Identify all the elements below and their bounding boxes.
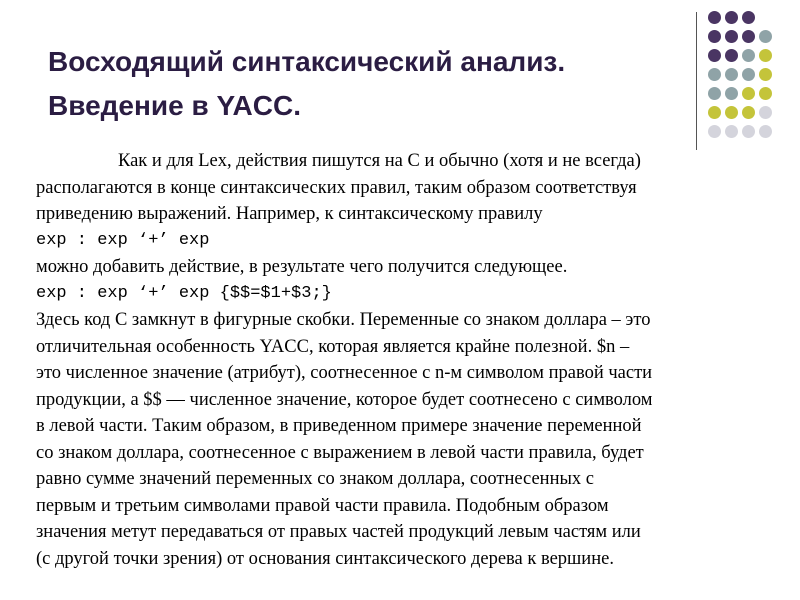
decor-dot bbox=[759, 87, 772, 100]
decor-dot bbox=[742, 87, 755, 100]
decor-dot bbox=[759, 30, 772, 43]
title-line-1: Восходящий синтаксический анализ. bbox=[48, 46, 566, 77]
body-line: продукции, а $$ — численное значение, которое будет соотнесено с символом bbox=[36, 389, 653, 410]
decor-dot-row bbox=[708, 8, 772, 27]
decor-dot bbox=[759, 68, 772, 81]
decor-dot bbox=[725, 49, 738, 62]
decor-dot bbox=[759, 49, 772, 62]
decor-dot bbox=[759, 106, 772, 119]
decor-dot-row bbox=[708, 103, 772, 122]
body-line: можно добавить действие, в результате чего получится следующее. bbox=[36, 257, 568, 277]
body-line: располагаются в конце синтаксических правил, таким образом соответствуя bbox=[36, 177, 637, 198]
body-line: Здесь код C замкнут в фигурные скобки. Переменные со знаком доллара – это bbox=[36, 310, 651, 330]
decor-dot bbox=[708, 125, 721, 138]
decor-dot bbox=[742, 49, 755, 62]
decor-dot bbox=[725, 87, 738, 100]
decor-dot-row bbox=[708, 122, 772, 141]
body-line: Как и для Lex, действия пишутся на C и обычно (хотя и не всегда) bbox=[118, 151, 641, 171]
decor-dot-row bbox=[708, 65, 772, 84]
decor-dot-grid bbox=[708, 8, 772, 141]
decor-dot-row bbox=[708, 84, 772, 103]
decor-dot bbox=[759, 125, 772, 138]
body-line: со знаком доллара, соотнесенное с выражением в левой части правила, будет bbox=[36, 442, 644, 463]
decor-dot bbox=[708, 11, 721, 24]
body-line: значения метут передаваться от правых частей продукций левым частям или bbox=[36, 522, 641, 542]
decor-dot bbox=[759, 11, 772, 24]
decor-dot bbox=[708, 106, 721, 119]
decor-dot bbox=[742, 11, 755, 24]
decor-dot bbox=[725, 68, 738, 81]
body-line: в левой части. Таким образом, в приведенном примере значение переменной bbox=[36, 416, 642, 436]
decor-dot bbox=[725, 125, 738, 138]
title-line-2: Введение в YACC. bbox=[48, 90, 301, 121]
slide-title bbox=[48, 40, 565, 128]
decor-dot bbox=[725, 30, 738, 43]
body-line: первым и третьим символами правой части правила. Подобным образом bbox=[36, 495, 609, 516]
decor-dot bbox=[708, 30, 721, 43]
decor-dot bbox=[708, 87, 721, 100]
decor-dot bbox=[742, 125, 755, 138]
decor-dot bbox=[725, 106, 738, 119]
decor-dot bbox=[708, 49, 721, 62]
decor-dot bbox=[742, 30, 755, 43]
body-line: отличительная особенность YACC, которая является крайне полезной. $n – bbox=[36, 336, 630, 357]
decor-dot bbox=[708, 68, 721, 81]
decor-divider bbox=[696, 12, 697, 150]
decor-dot bbox=[725, 11, 738, 24]
body-line: это численное значение (атрибут), соотнесенное с n-м символом правой части bbox=[36, 363, 653, 383]
code-line: exp : exp ‘+’ exp bbox=[36, 230, 210, 250]
body-line: (с другой точки зрения) от основания синтаксического дерева к вершине. bbox=[36, 548, 614, 569]
body-line: равно сумме значений переменных со знаком доллара, соотнесенных с bbox=[36, 469, 594, 489]
slide-body bbox=[36, 148, 784, 572]
code-line: exp : exp ‘+’ exp {$$=$1+$3;} bbox=[36, 283, 332, 303]
decor-dot-row bbox=[708, 46, 772, 65]
body-line: приведению выражений. Например, к синтаксическому правилу bbox=[36, 204, 543, 224]
decor-dot bbox=[742, 106, 755, 119]
decor-dot bbox=[742, 68, 755, 81]
decor-dot-row bbox=[708, 27, 772, 46]
